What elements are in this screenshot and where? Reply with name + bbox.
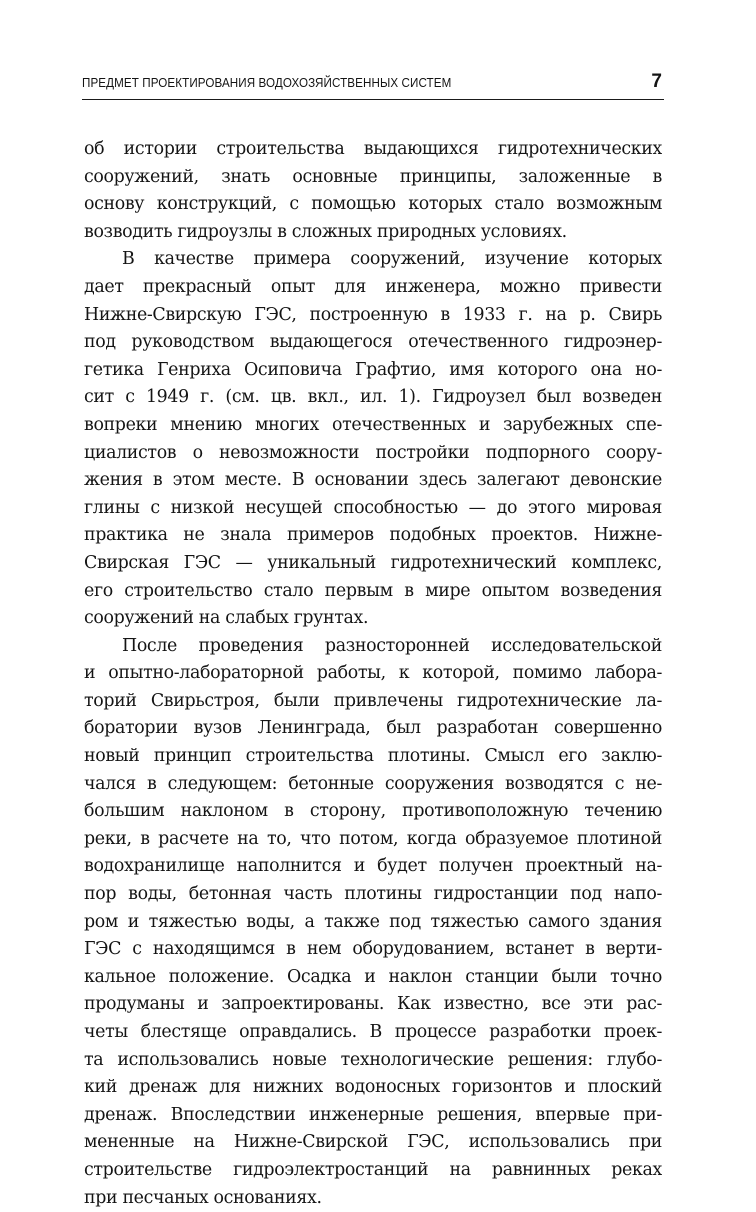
text-line: Свирская ГЭС — уникальный гидротехнический комплекс, (84, 552, 662, 573)
text-line: чался в следующем: бетонные сооружения возводятся с не- (84, 773, 662, 794)
text-line: продуманы и запроектированы. Как известно, все эти рас- (84, 994, 662, 1015)
running-title: ПРЕДМЕТ ПРОЕКТИРОВАНИЯ ВОДОХОЗЯЙСТВЕННЫХ СИСТЕМ (82, 76, 452, 90)
text-line: строительстве гидроэлектростанций на равнинных реках (84, 1159, 662, 1180)
text-line: водохранилище наполнится и будет получен проектный на- (84, 856, 662, 877)
paragraph (84, 246, 662, 632)
text-line: В качестве примера сооружений, изучение которых (122, 249, 662, 270)
text-line: вопреки мнению многих отечественных и зарубежных спе- (84, 414, 662, 435)
text-line: и опытно-лабораторной работы, к которой, помимо лабора- (84, 663, 662, 684)
text-line: дренаж. Впоследствии инженерные решения, впервые при- (84, 1104, 662, 1125)
text-line: его строительство стало первым в мире опытом возведения (84, 580, 662, 601)
text-line: практика не знала примеров подобных проектов. Нижне- (84, 525, 662, 546)
text-line: сит с 1949 г. (см. цв. вкл., ил. 1). Гидроузел был возведен (84, 387, 662, 408)
text-line: кий дренаж для нижних водоносных горизонтов и плоский (84, 1077, 662, 1098)
text-line: дает прекрасный опыт для инженера, можно привести (84, 276, 662, 297)
text-line: циалистов о невозможности постройки подпорного соору- (84, 442, 662, 463)
paragraph (84, 633, 662, 1212)
text-line: торий Свирьстроя, были привлечены гидротехнические ла- (84, 690, 662, 711)
text-line: четы блестяще оправдались. В процессе разработки проек- (84, 1022, 662, 1042)
text-line: об истории строительства выдающихся гидротехнических (84, 139, 662, 159)
text-line: сооружений, знать основные принципы, заложенные в (84, 166, 662, 187)
body-text (84, 136, 662, 1212)
text-line: большим наклоном в сторону, противоположную течению (84, 801, 662, 822)
text-line: Нижне-Свирскую ГЭС, построенную в 1933 г. на р. Свирь (84, 304, 662, 325)
text-line: новый принцип строительства плотины. Смысл его заклю- (84, 746, 662, 767)
text-line: боратории вузов Ленинграда, был разработан совершенно (84, 718, 662, 739)
text-line: кальное положение. Осадка и наклон станции были точно (84, 966, 662, 987)
text-line: мененные на Нижне-Свирской ГЭС, использовались при (84, 1132, 662, 1153)
running-header (82, 71, 664, 100)
text-line: возводить гидроузлы в сложных природных условиях. (84, 221, 567, 242)
text-line: под руководством выдающегося отечественного гидроэнер- (84, 332, 662, 353)
text-line: ГЭС с находящимся в нем оборудованием, встанет в верти- (84, 939, 662, 960)
text-line: ром и тяжестью воды, а также под тяжестью самого здания (84, 911, 662, 932)
text-line: при песчаных основаниях. (84, 1187, 322, 1208)
text-line: жения в этом месте. В основании здесь залегают девонские (84, 470, 662, 491)
text-line: основу конструкций, с помощью которых стало возможным (84, 194, 662, 215)
text-line: сооружений на слабых грунтах. (84, 608, 369, 629)
page-number: 7 (651, 71, 662, 92)
text-line: глины с низкой несущей способностью — до этого мировая (84, 497, 662, 518)
text-line: та использовались новые технологические решения: глубо- (84, 1049, 662, 1070)
text-line: реки, в расчете на то, что потом, когда образуемое плотиной (84, 828, 662, 849)
paragraph (84, 136, 662, 246)
text-line: После проведения разносторонней исследовательской (122, 635, 662, 656)
text-line: гетика Генриха Осиповича Графтио, имя которого она но- (84, 359, 662, 380)
text-line: пор воды, бетонная часть плотины гидростанции под напо- (84, 884, 662, 905)
